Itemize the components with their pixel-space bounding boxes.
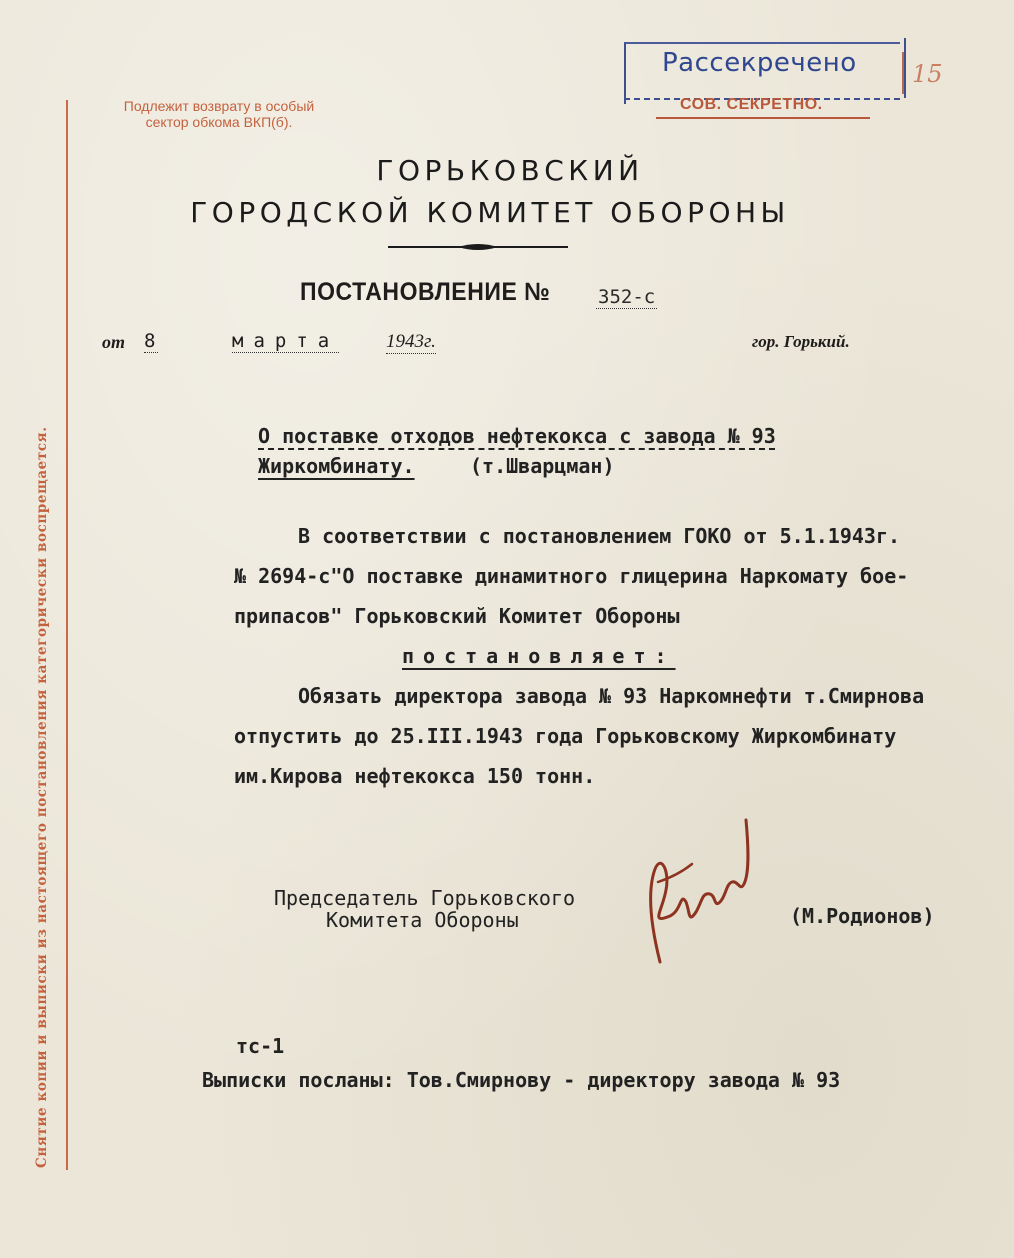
return-note [84, 98, 354, 130]
org-name-line-2: ГОРОДСКОЙ КОМИТЕТ ОБОРОНЫ [190, 196, 790, 229]
secret-stamp: СОВ. СЕКРЕТНО. [680, 96, 823, 113]
declassified-stamp: Рассекречено [662, 48, 857, 78]
date-prefix: от [102, 332, 126, 352]
signatory-name: (М.Родионов) [790, 904, 935, 928]
extracts-sent: Выписки посланы: Тов.Смирнову - директору завода № 93 [202, 1068, 841, 1092]
body-line-3: припасов" Горьковский Комитет Обороны [234, 604, 680, 628]
body-line-2: № 2694-с"О поставке динамитного глицерина Наркомату бое- [234, 564, 909, 588]
signatory-title-line-1: Председатель Горьковского [274, 886, 576, 910]
city: гор. Горький. [752, 332, 850, 351]
page-number-bar [902, 52, 904, 94]
margin-rule [66, 100, 68, 1170]
return-note-line-2: сектор обкома ВКП(б). [145, 114, 293, 130]
page-number: 15 [912, 60, 943, 88]
reference-code: тс-1 [236, 1034, 285, 1058]
subject-line-2: Жиркомбинату. [258, 454, 415, 478]
order-line-1: Обязать директора завода № 93 Наркомнефти т.Смирнова [298, 684, 925, 708]
handwritten-signature [630, 812, 770, 972]
decree-number: 352-с [598, 286, 656, 308]
subject-line-1: О поставке отходов нефтекокса с завода № 93 [258, 424, 776, 448]
date-month: марта [232, 330, 340, 352]
org-name-line-1: ГОРЬКОВСКИЙ [376, 154, 644, 187]
divider-ornament [388, 240, 568, 254]
return-note-line-1: Подлежит возврату в особый [123, 98, 315, 114]
order-line-2: отпустить до 25.III.1943 года Горьковскому Жиркомбинату [234, 724, 897, 748]
order-line-3: им.Кирова нефтекокса 150 тонн. [234, 764, 596, 788]
date-year: 1943г. [386, 331, 436, 352]
secret-stamp-underline [656, 117, 870, 119]
body-line-1: В соответствии с постановлением ГОКО от 5.1.1943г. [298, 524, 901, 548]
decree-title: ПОСТАНОВЛЕНИЕ № [300, 278, 551, 306]
signatory-title-line-2: Комитета Обороны [326, 908, 519, 932]
date-day: 8 [144, 330, 159, 352]
vertical-warning: Снятие копии и выписки из настоящего постановления категорически воспрещается. [34, 426, 50, 1168]
subject-responsible: (т.Шварцман) [470, 454, 615, 478]
resolves-heading: постановляет: [402, 644, 676, 668]
